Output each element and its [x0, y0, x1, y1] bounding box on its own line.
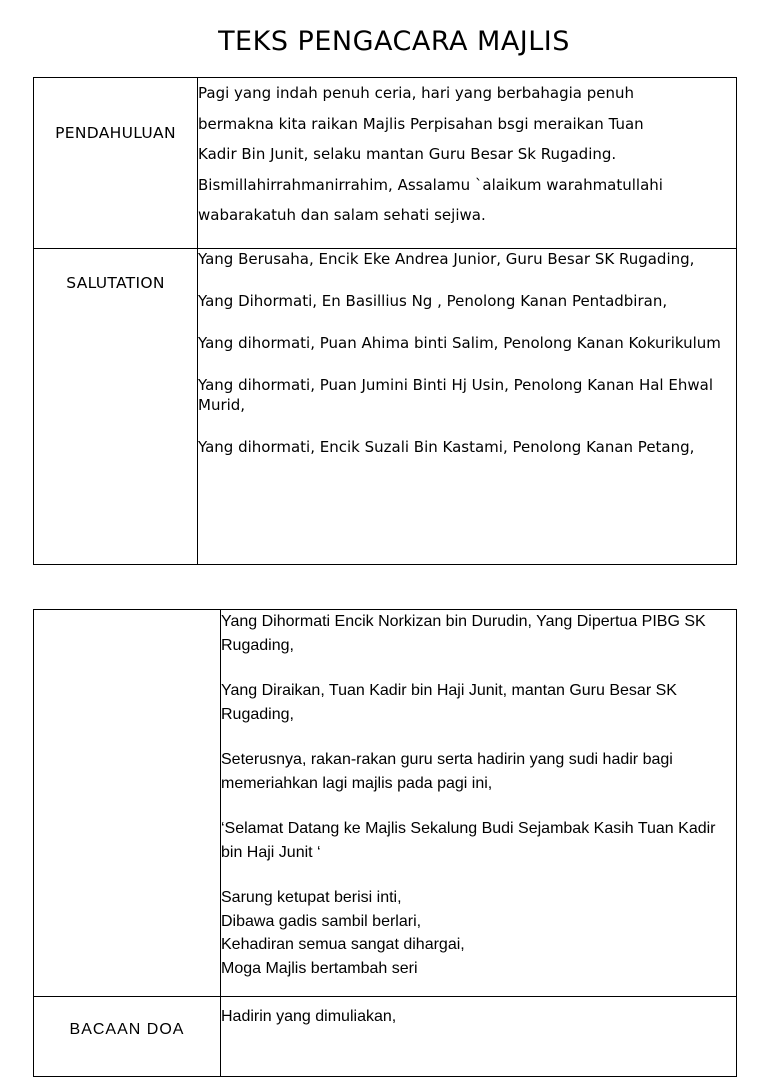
content-line: Kadir Bin Junit, selaku mantan Guru Besar Sk Rugading.: [198, 145, 617, 163]
salutation-paragraph: Yang dihormati, Puan Ahima binti Salim, Penolong Kanan Kokurikulum: [198, 334, 721, 352]
table-row-pendahuluan: [34, 78, 737, 249]
salutation-paragraph: Yang Diraikan, Tuan Kadir bin Haji Junit, mantan Guru Besar SK Rugading,: [221, 682, 677, 723]
section-content-salutation-continued: [221, 610, 737, 997]
pantun-line: Moga Majlis bertambah seri: [221, 959, 418, 977]
pantun-verse: [221, 886, 736, 980]
section-content-salutation: [198, 249, 737, 565]
program-table-page-2: [33, 609, 737, 1077]
salutation-paragraph: Yang dihormati, Encik Suzali Bin Kastami, Penolong Kanan Petang,: [198, 438, 695, 456]
doa-paragraph: Hadirin yang dimuliakan,: [221, 1008, 397, 1025]
content-line: Bismillahirrahmanirrahim, Assalamu `alaikum warahmatullahi: [198, 175, 663, 194]
salutation-paragraph: Yang Dihormati, En Basillius Ng , Penolong Kanan Pentadbiran,: [198, 292, 668, 310]
document-title: TEKS PENGACARA MAJLIS: [218, 26, 570, 57]
pantun-line: Dibawa gadis sambil berlari,: [221, 912, 422, 930]
salutation-paragraph: Seterusnya, rakan-rakan guru serta hadirin yang sudi hadir bagi memeriahkan lagi majlis pada pagi ini,: [221, 751, 673, 792]
program-table-page-1: [33, 77, 737, 565]
pantun-line: Sarung ketupat berisi inti,: [221, 889, 402, 906]
content-line: bermakna kita raikan Majlis Perpisahan bsgi meraikan Tuan: [198, 114, 644, 133]
salutation-paragraph: ‘Selamat Datang ke Majlis Sekalung Budi Sejambak Kasih Tuan Kadir bin Haji Junit ‘: [221, 820, 716, 861]
salutation-paragraph: Yang Dihormati Encik Norkizan bin Durudin, Yang Dipertua PIBG SK Rugading,: [221, 613, 706, 654]
table-row-salutation: [34, 249, 737, 565]
salutation-paragraph: Yang Berusaha, Encik Eke Andrea Junior, Guru Besar SK Rugading,: [198, 250, 695, 268]
section-label-empty: [34, 610, 221, 997]
salutation-paragraph: Yang dihormati, Puan Jumini Binti Hj Usin, Penolong Kanan Hal Ehwal Murid,: [198, 376, 713, 414]
section-label-salutation: SALUTATION: [34, 249, 198, 565]
content-line: Pagi yang indah penuh ceria, hari yang berbahagia penuh: [198, 84, 635, 102]
table-row-bacaan-doa: [34, 997, 737, 1077]
section-content-pendahuluan: [198, 78, 737, 249]
section-content-bacaan-doa: [221, 997, 737, 1077]
table-row-salutation-continued: [34, 610, 737, 997]
content-line: wabarakatuh dan salam sehati sejiwa.: [198, 206, 486, 224]
section-label-pendahuluan: PENDAHULUAN: [34, 78, 198, 249]
section-label-bacaan-doa: BACAAN DOA: [34, 997, 221, 1077]
pantun-line: Kehadiran semua sangat dihargai,: [221, 936, 465, 953]
